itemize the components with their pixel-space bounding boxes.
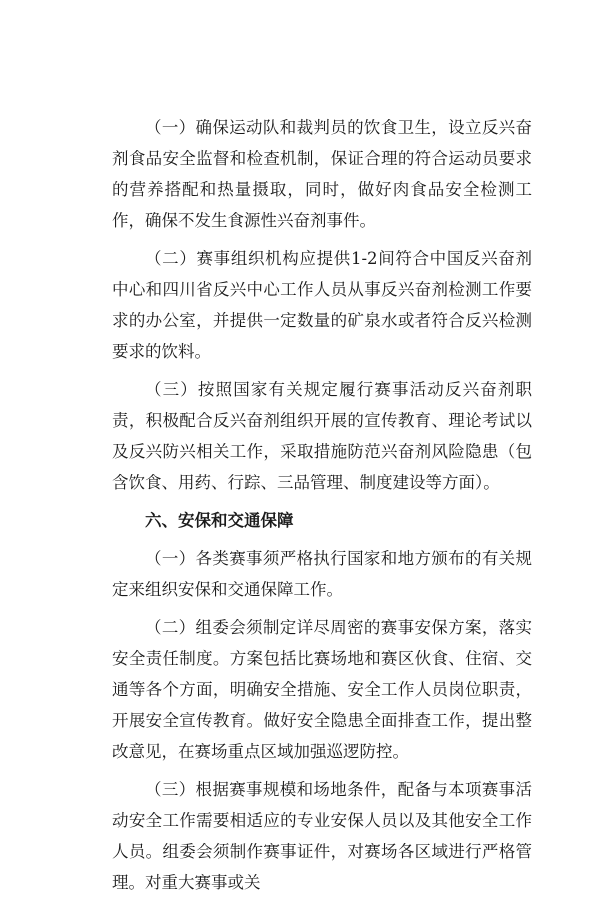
document-body	[112, 112, 532, 905]
paragraph-security-staff: （三）根据赛事规模和场地条件，配备与本项赛事活动安全工作需要相适应的专业安保人员以及其他安全工作人员。组委会须制作赛事证件，对赛场各区域进行严格管理。对重大赛事或关	[112, 780, 532, 892]
paragraph-testing-office: （二）赛事组织机构应提供1-2间符合中国反兴奋剂中心和四川省反兴中心工作人员从事反兴奋剂检测工作要求的办公室，并提供一定数量的矿泉水或者符合反兴检测要求的饮料。	[112, 249, 532, 361]
paragraph-security-regulations: （一）各类赛事须严格执行国家和地方颁布的有关规定来组织安保和交通保障工作。	[112, 549, 532, 599]
section-heading: 六、安保和交通保障	[145, 511, 294, 530]
paragraph-security-plan: （二）组委会须制定详尽周密的赛事安保方案，落实安全责任制度。方案包括比赛场地和赛区伙食、住宿、交通等各个方面，明确安全措施、安全工作人员岗位职责，开展安全宣传教育。做好安全隐患全面排查工作，提出整改意见，在赛场重点区域加强巡逻防控。	[112, 618, 532, 761]
paragraph-food-safety: （一）确保运动队和裁判员的饮食卫生，设立反兴奋剂食品安全监督和检查机制，保证合理的符合运动员要求的营养搭配和热量摄取，同时，做好肉食品安全检测工作，确保不发生食源性兴奋剂事件。	[112, 118, 532, 230]
paragraph-anti-doping-duties: （三）按照国家有关规定履行赛事活动反兴奋剂职责，积极配合反兴奋剂组织开展的宣传教育、理论考试以及反兴防兴相关工作，采取措施防范兴奋剂风险隐患（包含饮食、用药、行踪、三品管理、制度建设等方面）。	[112, 380, 532, 492]
